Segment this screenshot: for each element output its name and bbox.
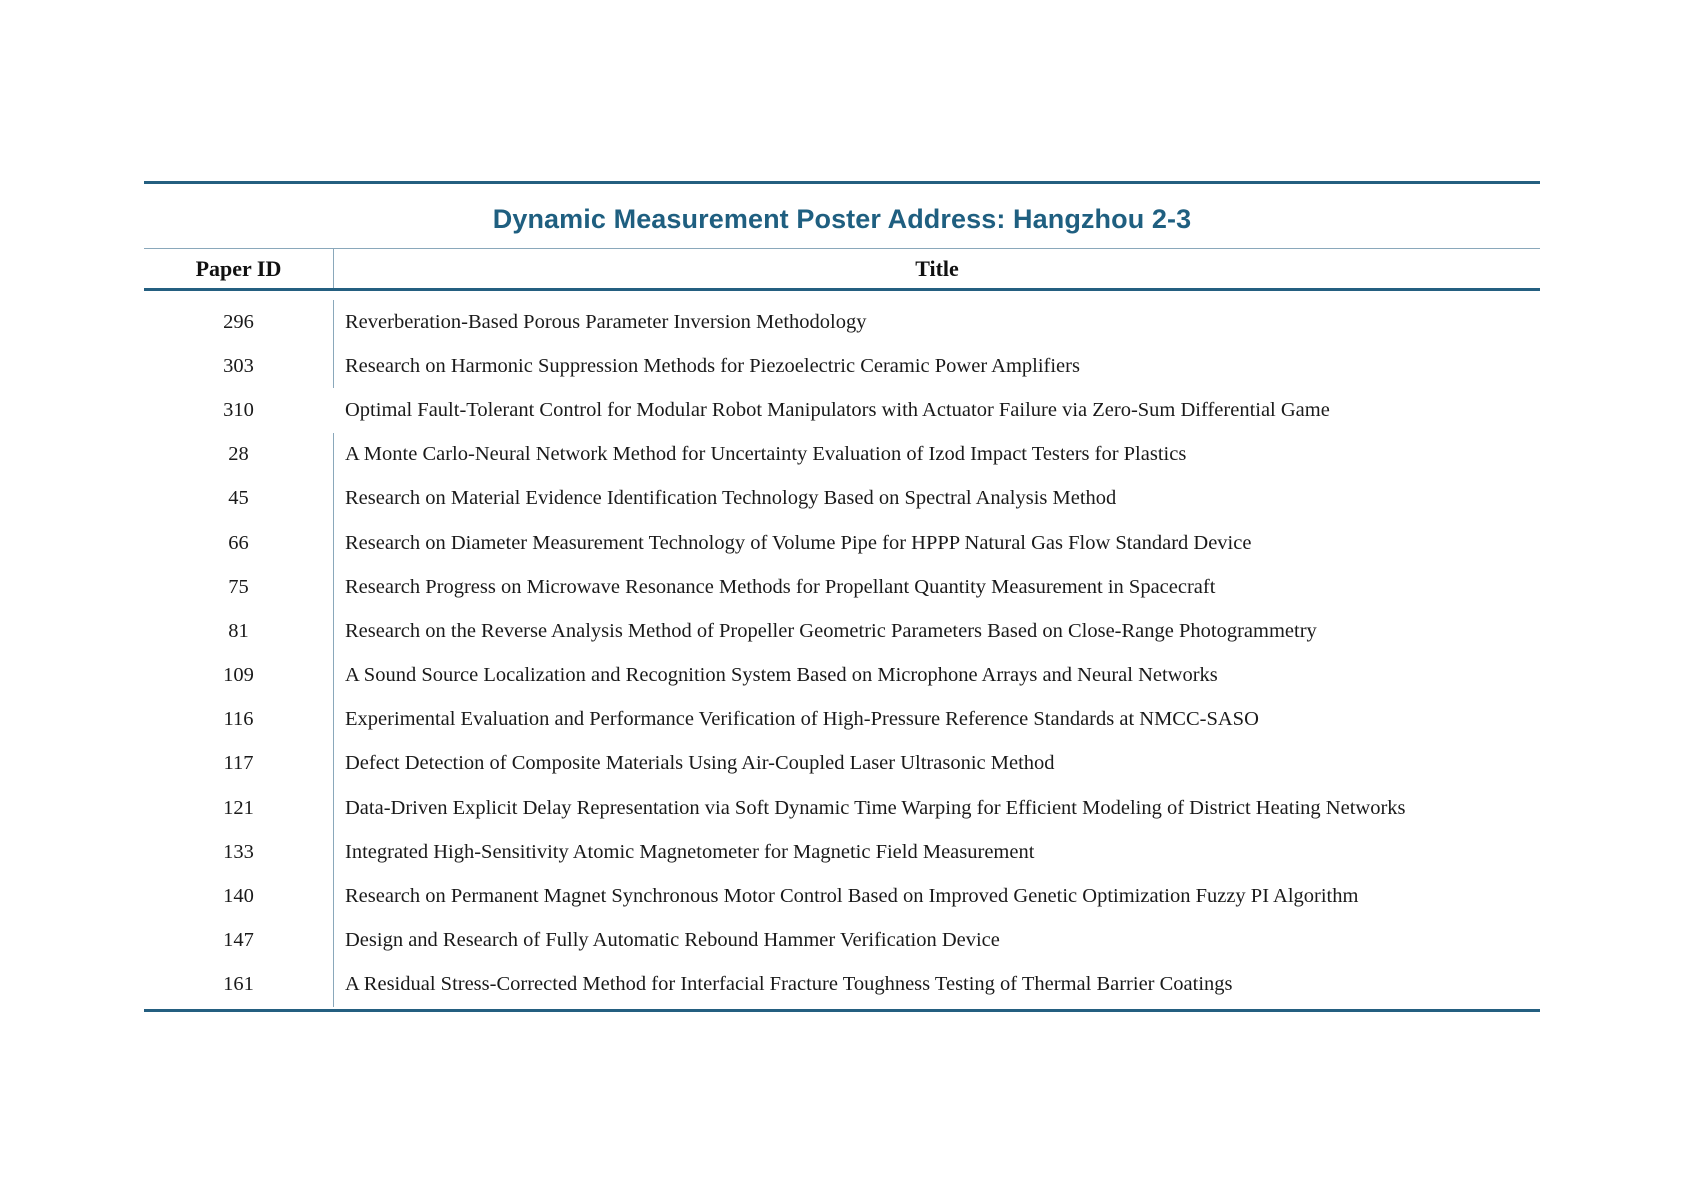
bottom-rule [144,1009,1540,1012]
table-header-row [144,249,1540,288]
table-row [144,654,1540,698]
table-row [144,874,1540,918]
table-row [144,963,1540,1007]
paper-title-cell: Research Progress on Microwave Resonance Methods for Propellant Quantity Measurement in Spacecraft [333,565,1540,609]
paper-id-cell: 81 [228,619,249,642]
table-row [144,300,1540,344]
paper-title-cell: Experimental Evaluation and Performance Verification of High-Pressure Reference Standards at NMCC-SASO [333,698,1540,742]
paper-title-cell: Optimal Fault-Tolerant Control for Modular Robot Manipulators with Actuator Failure via Zero-Sum Differential Game [345,398,1330,421]
table-row [144,609,1540,653]
paper-id-cell: 28 [228,443,249,466]
paper-id-cell: 116 [223,708,254,731]
paper-title-cell: Reverberation-Based Porous Parameter Inversion Methodology [333,300,1540,344]
paper-title-cell: A Sound Source Localization and Recognition System Based on Microphone Arrays and Neural Networks [333,654,1540,698]
paper-id-cell: 296 [223,310,254,333]
header-paper-id: Paper ID [195,255,282,281]
table-row [144,388,1540,432]
table-row [144,565,1540,609]
table-row [144,742,1540,786]
table-caption-row [144,184,1540,248]
paper-title-cell: Research on Material Evidence Identification Technology Based on Spectral Analysis Method [333,477,1540,521]
paper-title-cell: Research on Permanent Magnet Synchronous Motor Control Based on Improved Genetic Optimization Fuzzy PI Algorithm [333,874,1540,918]
paper-id-cell: 75 [228,575,249,598]
table-row [144,477,1540,521]
table-row [144,919,1540,963]
paper-title-cell: Defect Detection of Composite Materials Using Air-Coupled Laser Ultrasonic Method [333,742,1540,786]
paper-title-cell: Research on Harmonic Suppression Methods for Piezoelectric Ceramic Power Amplifiers [333,344,1540,388]
paper-id-cell: 45 [228,487,249,510]
header-title: Title [333,249,1540,288]
paper-title-cell: Design and Research of Fully Automatic Rebound Hammer Verification Device [333,919,1540,963]
paper-title-cell: A Residual Stress-Corrected Method for Interfacial Fracture Toughness Testing of Thermal Barrier Coatings [333,963,1540,1007]
table-row [144,830,1540,874]
paper-id-cell: 161 [223,973,254,996]
paper-title-cell: Data-Driven Explicit Delay Representation via Soft Dynamic Time Warping for Efficient Modeling of District Heating Networks [333,786,1540,830]
table-row [144,344,1540,388]
table-row [144,786,1540,830]
paper-id-cell: 303 [223,354,254,377]
paper-title-cell: Research on Diameter Measurement Technology of Volume Pipe for HPPP Natural Gas Flow Standard Device [333,521,1540,565]
paper-id-cell: 147 [223,929,254,952]
paper-id-cell: 140 [223,885,254,908]
table-row [144,521,1540,565]
table-body [144,291,1540,1009]
paper-title-cell: A Monte Carlo-Neural Network Method for Uncertainty Evaluation of Izod Impact Testers for Plastics [333,433,1540,477]
paper-id-cell: 66 [228,531,249,554]
paper-id-cell: 109 [223,664,254,687]
poster-schedule-table [144,181,1540,1012]
table-title: Dynamic Measurement Poster Address: Hangzhou 2-3 [492,203,1192,234]
paper-id-cell: 117 [223,752,254,775]
paper-id-cell: 121 [223,796,254,819]
table-row [144,433,1540,477]
paper-title-cell: Integrated High-Sensitivity Atomic Magnetometer for Magnetic Field Measurement [333,830,1540,874]
table-row [144,698,1540,742]
paper-title-cell: Research on the Reverse Analysis Method of Propeller Geometric Parameters Based on Close-Range Photogrammetry [333,609,1540,653]
paper-id-cell: 133 [223,840,254,863]
paper-id-cell: 310 [223,398,254,421]
